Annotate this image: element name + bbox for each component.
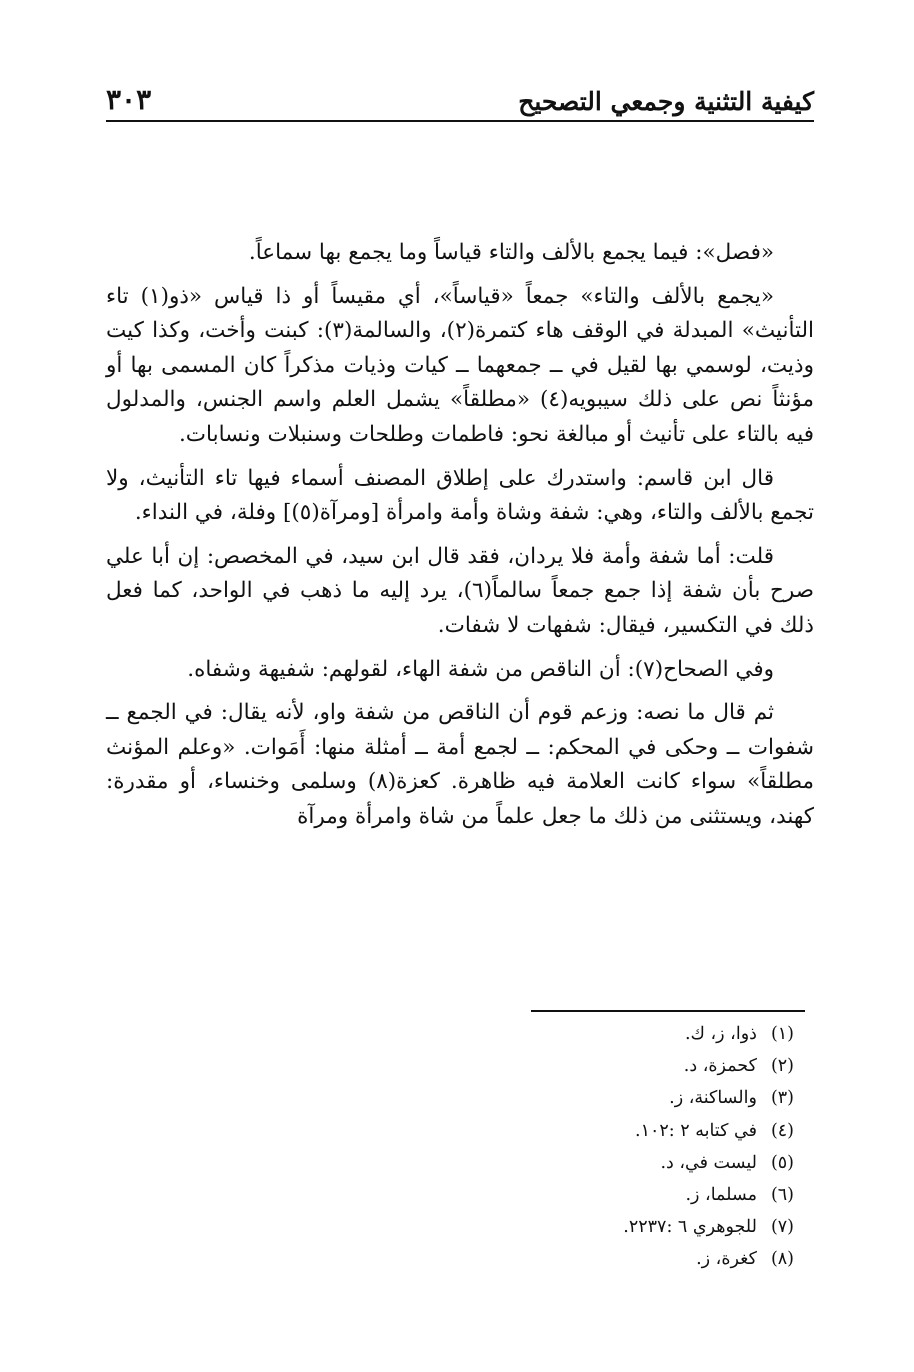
paragraph-section-heading: «فصل»: فيما يجمع بالألف والتاء قياساً وما يجمع بها سماعاً.	[248, 240, 774, 265]
footnote-number: (٧)	[770, 1217, 794, 1238]
footnote-number: (٢)	[770, 1056, 794, 1077]
footnote-item	[623, 1211, 794, 1243]
footnote-item	[623, 1050, 794, 1082]
paragraph-comment: قلت: أما شفة وأمة فلا يردان، فقد قال ابن سيد، في المخصص: إن أبا علي صرح بأن شفة إذا جمع جمعاً سالماً(٦)، يرد إليه ما ذهب في الواحد، كما فعل ذلك في التكسير، فيقال: شفهات لا شفات.	[106, 543, 814, 638]
footnote-number: (٨)	[770, 1249, 794, 1270]
footnote-divider	[531, 1010, 805, 1012]
footnote-item	[623, 1115, 794, 1147]
footnote-item	[623, 1147, 794, 1179]
footnote-number: (٦)	[770, 1185, 794, 1206]
paragraph-ibn-qasim: قال ابن قاسم: واستدرك على إطلاق المصنف أسماء فيها تاء التأنيث، ولا تجمع بالألف والتاء، وهي: شفة وشاة وأمة وامرأة [ومرآة(٥)] وفلة، في النداء.	[106, 465, 814, 526]
footnote-text: ليست في، د.	[660, 1152, 757, 1173]
footnotes	[623, 1018, 794, 1276]
footnote-text: مسلما، ز.	[685, 1185, 757, 1206]
footnote-item	[623, 1179, 794, 1211]
footnote-text: كحمزة، د.	[683, 1056, 757, 1077]
footnote-item	[623, 1243, 794, 1275]
footnote-text: في كتابه ٢ :١٠٢.	[635, 1120, 757, 1141]
footnote-number: (١)	[770, 1024, 794, 1044]
footnote-item	[623, 1082, 794, 1114]
footnote-text: ذوا، ز، ك.	[684, 1024, 757, 1044]
footnote-text: والساكنة، ز.	[669, 1088, 757, 1109]
footnote-item	[623, 1018, 794, 1050]
footnote-number: (٣)	[770, 1088, 794, 1109]
chapter-title: كيفية التثنية وجمعي التصحيح	[518, 87, 814, 116]
page-number: ٣٠٣	[106, 83, 152, 116]
page-header	[106, 82, 814, 122]
paragraph-continuation: ثم قال ما نصه: وزعم قوم أن الناقص من شفة واو، لأنه يقال: في الجمع ــ شفوات ــ وحكى في المحكم: ــ لجمع أمة ــ أمثلة منها: أَمَوات. «وعلم المؤنث مطلقاً» سواء كانت العلامة فيه ظاهرة. كعزة(٨) وسلمى وخنساء، أو مقدرة: كهند، ويستثنى من ذلك ما جعل علماً من شاة وامرأة ومرآة	[106, 700, 814, 829]
main-text	[106, 236, 814, 844]
paragraph-rule: «يجمع بالألف والتاء» جمعاً «قياساً»، أي مقيساً أو ذا قياس «ذو(١) تاء التأنيث» المبدلة في الوقف هاء كتمرة(٢)، والسالمة(٣): كبنت وأخت، وكذا كيت وذيت، لوسمي بها لقيل في ــ جمعهما ــ كيات وذيات مذكراً كان المسمى بها أو مؤنثاً نص على ذلك سيبويه(٤) «مطلقاً» يشمل العلم واسم الجنس، والمدلول فيه بالتاء على تأنيث أو مبالغة نحو: فاطمات وطلحات وسنبلات ونسابات.	[106, 283, 815, 447]
footnote-number: (٤)	[770, 1120, 794, 1141]
footnote-number: (٥)	[770, 1152, 794, 1173]
footnote-text: كغرة، ز.	[696, 1249, 757, 1270]
paragraph-sihah: وفي الصحاح(٧): أن الناقص من شفة الهاء، لقولهم: شفيهة وشفاه.	[187, 656, 774, 682]
footnote-text: للجوهري ٦ :٢٢٣٧.	[623, 1217, 757, 1238]
